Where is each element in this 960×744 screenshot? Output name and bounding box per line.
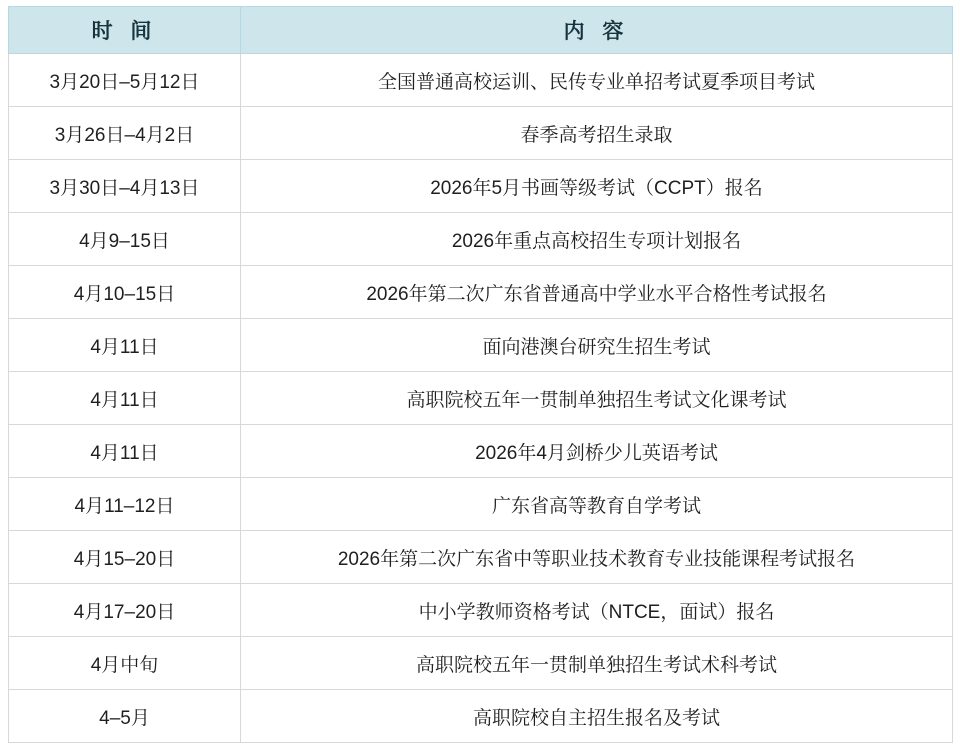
table-row <box>9 160 953 213</box>
table-body <box>9 54 953 743</box>
table-row <box>9 319 953 372</box>
cell-time: 4月10–15日 <box>9 266 241 319</box>
cell-content: 高职院校五年一贯制单独招生考试术科考试 <box>241 637 953 690</box>
cell-time: 4月11日 <box>9 319 241 372</box>
table-row <box>9 531 953 584</box>
table-row <box>9 213 953 266</box>
cell-time: 3月30日–4月13日 <box>9 160 241 213</box>
cell-content: 2026年第二次广东省中等职业技术教育专业技能课程考试报名 <box>241 531 953 584</box>
cell-content: 高职院校自主招生报名及考试 <box>241 690 953 743</box>
table-row <box>9 266 953 319</box>
table-row <box>9 372 953 425</box>
cell-content: 全国普通高校运训、民传专业单招考试夏季项目考试 <box>241 54 953 107</box>
cell-time: 4月17–20日 <box>9 584 241 637</box>
column-header-time: 时 间 <box>9 7 241 54</box>
cell-time: 3月26日–4月2日 <box>9 107 241 160</box>
table-row <box>9 107 953 160</box>
table-row <box>9 54 953 107</box>
cell-time: 4月11–12日 <box>9 478 241 531</box>
table-row <box>9 478 953 531</box>
cell-content: 2026年第二次广东省普通高中学业水平合格性考试报名 <box>241 266 953 319</box>
table-row <box>9 425 953 478</box>
cell-time: 4–5月 <box>9 690 241 743</box>
table-header-row <box>9 7 953 54</box>
cell-content: 2026年5月书画等级考试（CCPT）报名 <box>241 160 953 213</box>
cell-content: 2026年4月剑桥少儿英语考试 <box>241 425 953 478</box>
cell-time: 4月11日 <box>9 372 241 425</box>
cell-content: 中小学教师资格考试（NTCE，面试）报名 <box>241 584 953 637</box>
column-header-content: 内 容 <box>241 7 953 54</box>
table-row <box>9 637 953 690</box>
table-header <box>9 7 953 54</box>
cell-time: 4月11日 <box>9 425 241 478</box>
cell-time: 4月15–20日 <box>9 531 241 584</box>
exam-schedule-table <box>8 6 953 743</box>
cell-content: 春季高考招生录取 <box>241 107 953 160</box>
cell-content: 2026年重点高校招生专项计划报名 <box>241 213 953 266</box>
cell-time: 3月20日–5月12日 <box>9 54 241 107</box>
table-row <box>9 584 953 637</box>
cell-content: 广东省高等教育自学考试 <box>241 478 953 531</box>
cell-content: 面向港澳台研究生招生考试 <box>241 319 953 372</box>
cell-time: 4月9–15日 <box>9 213 241 266</box>
table-row <box>9 690 953 743</box>
cell-time: 4月中旬 <box>9 637 241 690</box>
cell-content: 高职院校五年一贯制单独招生考试文化课考试 <box>241 372 953 425</box>
